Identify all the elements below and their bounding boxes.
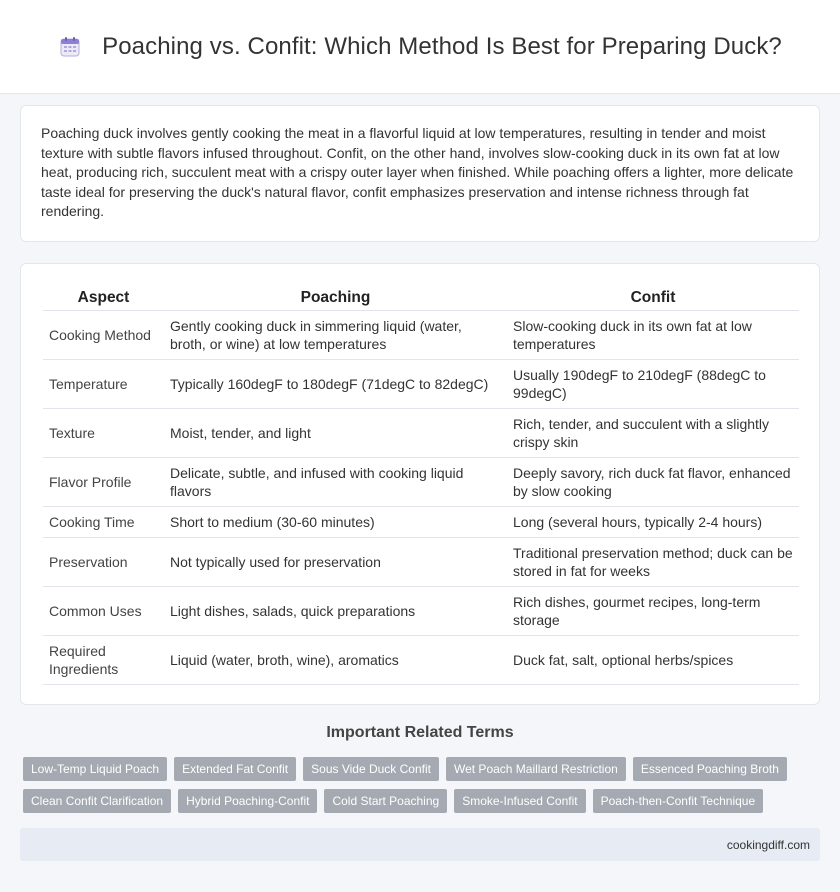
cell-confit: Usually 190degF to 210degF (88degC to 99degC) <box>507 359 799 408</box>
cell-confit: Duck fat, salt, optional herbs/spices <box>507 635 799 684</box>
table-row <box>43 359 799 408</box>
calendar-icon <box>58 35 82 59</box>
cell-confit: Traditional preservation method; duck can be stored in fat for weeks <box>507 537 799 586</box>
header-poaching: Poaching <box>164 284 507 310</box>
cell-aspect: Required Ingredients <box>43 635 164 684</box>
related-terms-heading: Important Related Terms <box>326 724 514 741</box>
table-header-row <box>43 284 799 310</box>
cell-aspect: Temperature <box>43 359 164 408</box>
cell-confit: Long (several hours, typically 2-4 hours) <box>507 506 799 537</box>
table-row <box>43 408 799 457</box>
comparison-card <box>20 263 820 705</box>
cell-aspect: Texture <box>43 408 164 457</box>
term-tag[interactable]: Clean Confit Clarification <box>23 789 171 813</box>
header-confit: Confit <box>507 284 799 310</box>
term-tag[interactable]: Hybrid Poaching-Confit <box>178 789 317 813</box>
term-tag[interactable]: Low-Temp Liquid Poach <box>23 757 167 781</box>
related-terms-row <box>23 757 823 781</box>
table-row <box>43 506 799 537</box>
term-tag[interactable]: Cold Start Poaching <box>324 789 447 813</box>
cell-aspect: Cooking Time <box>43 506 164 537</box>
cell-confit: Slow-cooking duck in its own fat at low temperatures <box>507 310 799 359</box>
cell-poaching: Not typically used for preservation <box>164 537 507 586</box>
table-row <box>43 537 799 586</box>
intro-text: Poaching duck involves gently cooking the meat in a flavorful liquid at low temperatures, resulting in tender and moist texture with subtle flavors infused throughout. Confit, on the other hand, involves slow-cooking duck in its own fat at low heat, producing rich, succulent meat with a crispy outer layer when finished. While poaching offers a lighter, more delicate taste ideal for preserving the duck's natural flavor, confit emphasizes preservation and intense richness through fat rendering. <box>41 125 794 220</box>
table-row <box>43 310 799 359</box>
cell-aspect: Cooking Method <box>43 310 164 359</box>
cell-poaching: Light dishes, salads, quick preparations <box>164 586 507 635</box>
cell-confit: Rich dishes, gourmet recipes, long-term storage <box>507 586 799 635</box>
intro-card <box>20 105 820 242</box>
footer <box>20 828 820 861</box>
related-terms <box>23 757 823 821</box>
cell-poaching: Gently cooking duck in simmering liquid (water, broth, or wine) at low temperatures <box>164 310 507 359</box>
cell-confit: Rich, tender, and succulent with a slightly crispy skin <box>507 408 799 457</box>
term-tag[interactable]: Extended Fat Confit <box>174 757 296 781</box>
cell-poaching: Delicate, subtle, and infused with cooking liquid flavors <box>164 457 507 506</box>
cell-poaching: Liquid (water, broth, wine), aromatics <box>164 635 507 684</box>
related-terms-row <box>23 789 823 813</box>
cell-poaching: Short to medium (30-60 minutes) <box>164 506 507 537</box>
page-title: Poaching vs. Confit: Which Method Is Best for Preparing Duck? <box>102 32 782 60</box>
comparison-table <box>43 284 799 685</box>
term-tag[interactable]: Sous Vide Duck Confit <box>303 757 439 781</box>
term-tag[interactable]: Smoke-Infused Confit <box>454 789 585 813</box>
footer-site[interactable]: cookingdiff.com <box>726 837 810 852</box>
header-aspect: Aspect <box>43 284 164 310</box>
cell-aspect: Common Uses <box>43 586 164 635</box>
table-row <box>43 457 799 506</box>
cell-confit: Deeply savory, rich duck fat flavor, enhanced by slow cooking <box>507 457 799 506</box>
table-row <box>43 635 799 684</box>
cell-poaching: Moist, tender, and light <box>164 408 507 457</box>
cell-aspect: Preservation <box>43 537 164 586</box>
table-row <box>43 586 799 635</box>
page-header <box>0 0 840 94</box>
cell-poaching: Typically 160degF to 180degF (71degC to 82degC) <box>164 359 507 408</box>
term-tag[interactable]: Poach-then-Confit Technique <box>593 789 764 813</box>
term-tag[interactable]: Wet Poach Maillard Restriction <box>446 757 626 781</box>
term-tag[interactable]: Essenced Poaching Broth <box>633 757 787 781</box>
cell-aspect: Flavor Profile <box>43 457 164 506</box>
